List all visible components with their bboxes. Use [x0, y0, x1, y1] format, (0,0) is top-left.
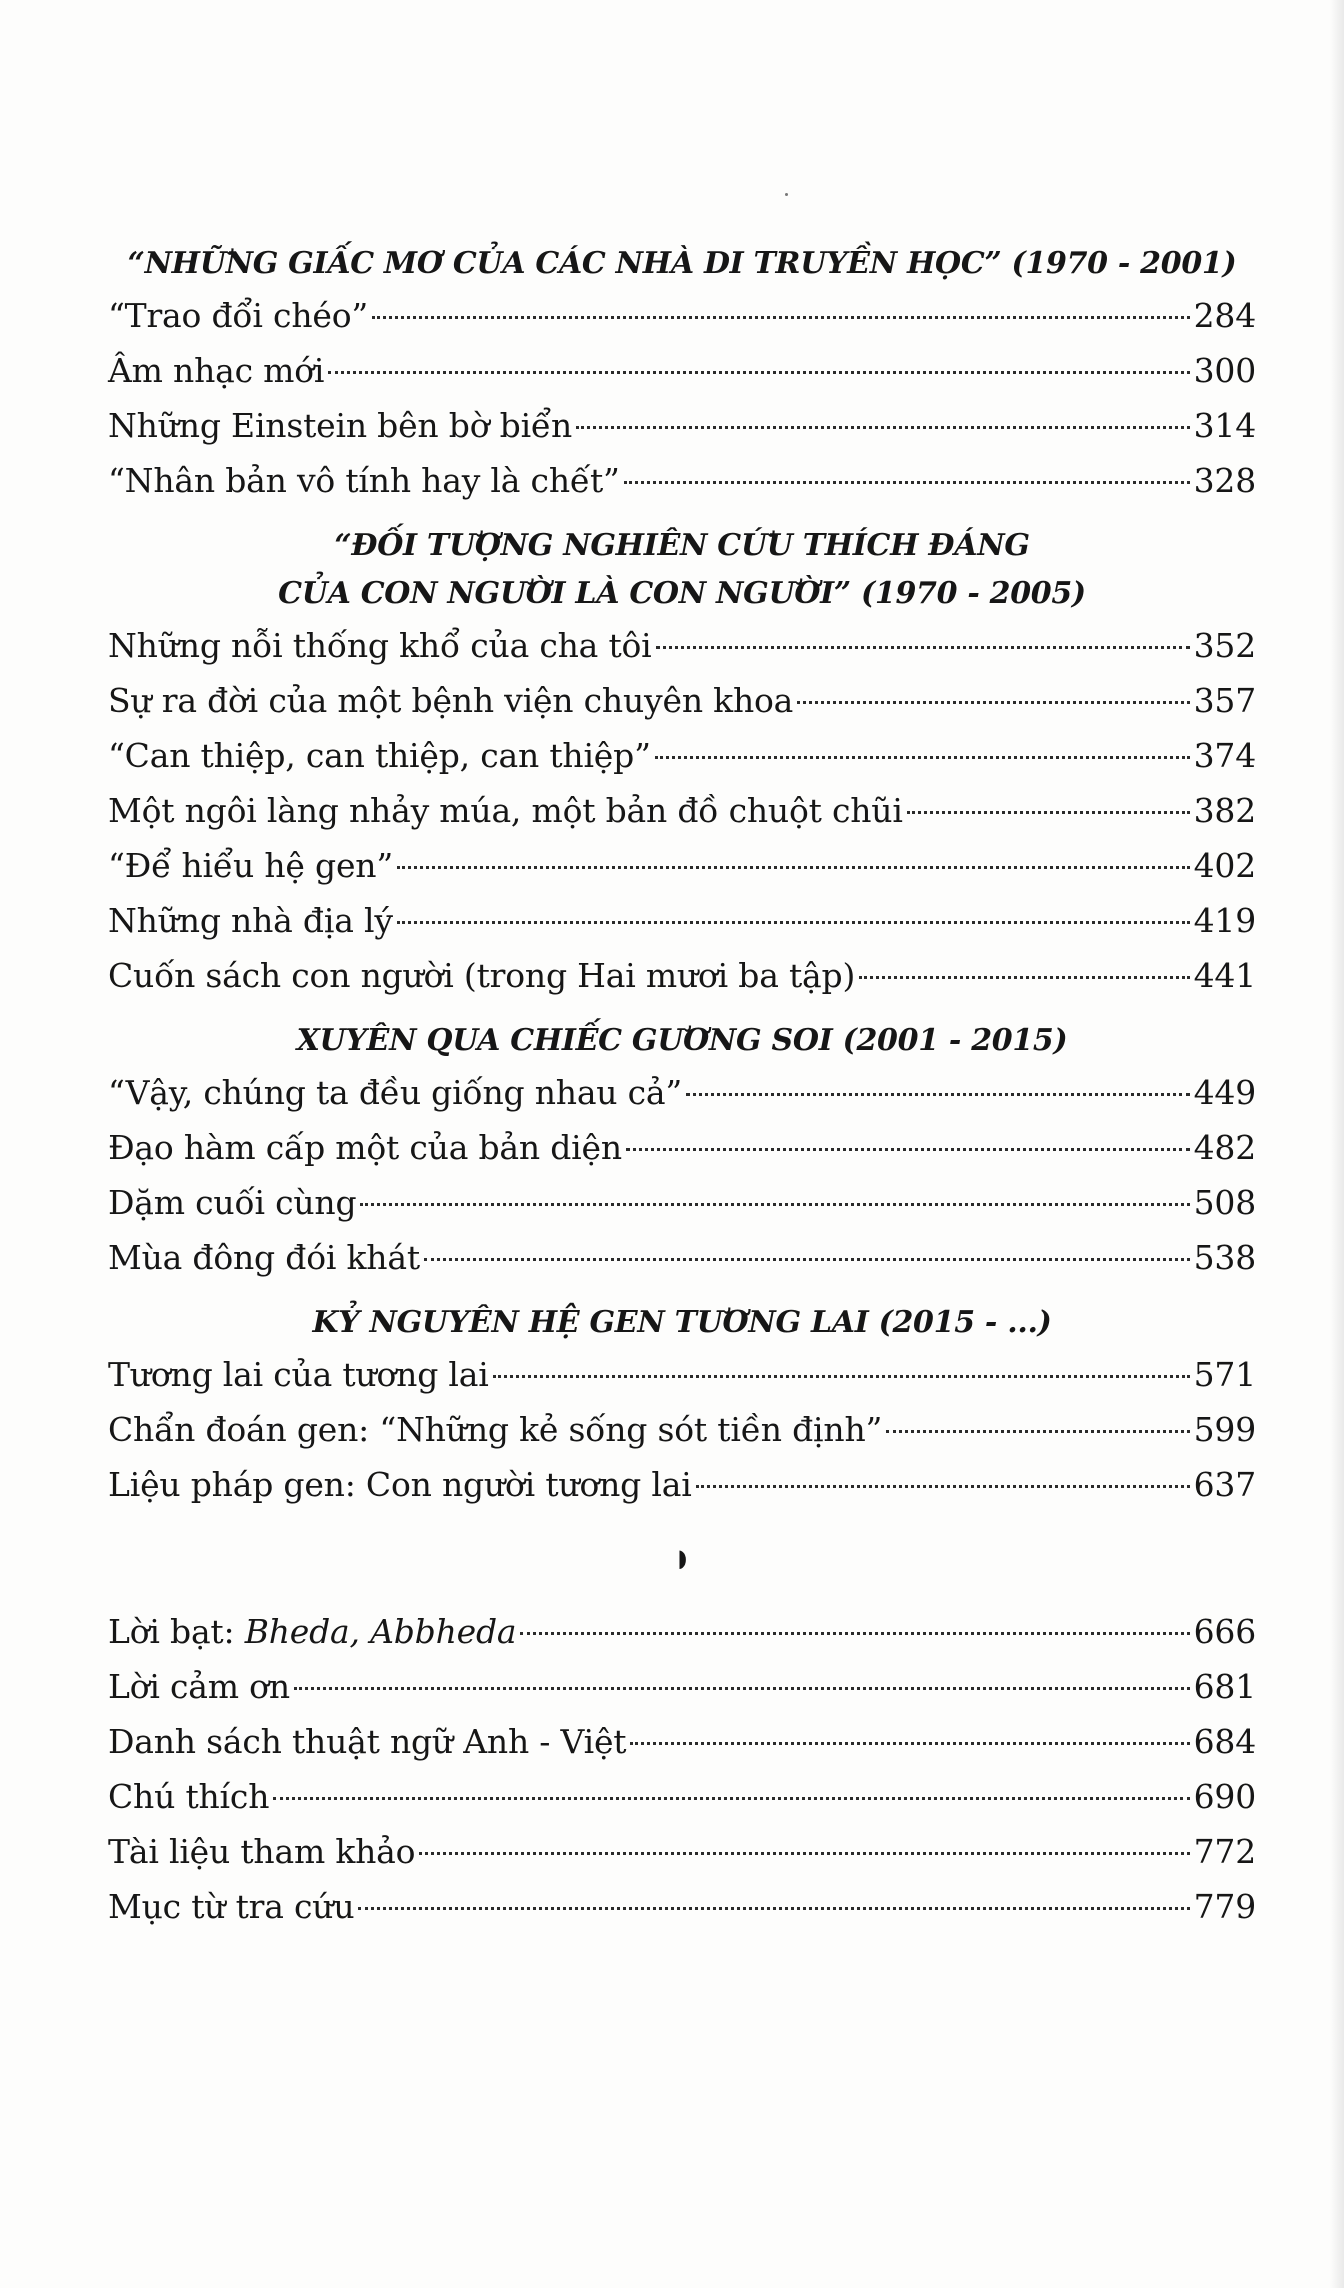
- entry-page: 637: [1193, 1465, 1256, 1504]
- toc-entry: [108, 288, 1256, 343]
- dot-leader: [424, 1258, 1190, 1261]
- ornament-glyph-icon: ◗: [677, 1544, 687, 1572]
- dot-leader: [419, 1852, 1189, 1855]
- entry-title: Đạo hàm cấp một của bản diện: [108, 1128, 622, 1167]
- entry-title: Sự ra đời của một bệnh viện chuyên khoa: [108, 681, 794, 720]
- entry-page: 690: [1193, 1777, 1256, 1816]
- entry-page: 538: [1193, 1238, 1256, 1277]
- ornament-divider: [108, 1512, 1256, 1604]
- dot-leader: [520, 1632, 1189, 1635]
- entry-page: 382: [1193, 791, 1256, 830]
- entry-title: Âm nhạc mới: [108, 351, 325, 390]
- entry-title: Danh sách thuật ngữ Anh - Việt: [108, 1722, 627, 1761]
- table-of-contents: [108, 240, 1256, 1934]
- toc-entry: [108, 783, 1256, 838]
- entry-page: 374: [1193, 736, 1256, 775]
- entry-title: “Để hiểu hệ gen”: [108, 846, 394, 885]
- entry-title: Lời cảm ơn: [108, 1667, 290, 1706]
- paper-speck: [785, 193, 788, 196]
- toc-entry: [108, 1769, 1256, 1824]
- toc-entry: [108, 728, 1256, 783]
- dot-leader: [630, 1742, 1189, 1745]
- entry-page: 328: [1193, 461, 1256, 500]
- entry-page: 684: [1193, 1722, 1256, 1761]
- entry-page: 352: [1193, 626, 1256, 665]
- entry-title: [108, 1604, 516, 1659]
- toc-entry: [108, 1347, 1256, 1402]
- entry-title: Tương lai của tương lai: [108, 1355, 489, 1394]
- entry-page: 772: [1193, 1832, 1256, 1871]
- dot-leader: [686, 1093, 1190, 1096]
- section-heading-line: KỶ NGUYÊN HỆ GEN TƯƠNG LAI (2015 - ...): [312, 1305, 1052, 1340]
- section-heading: [108, 522, 1256, 618]
- toc-entry: [108, 343, 1256, 398]
- toc-entry: [108, 1230, 1256, 1285]
- section-heading-line: XUYÊN QUA CHIẾC GƯƠNG SOI (2001 - 2015): [296, 1023, 1068, 1058]
- entry-page: 508: [1193, 1183, 1256, 1222]
- toc-entry: [108, 1604, 1256, 1659]
- dot-leader: [294, 1687, 1190, 1690]
- toc-entry: [108, 838, 1256, 893]
- toc-entry: [108, 1402, 1256, 1457]
- section-heading: [108, 240, 1256, 288]
- dot-leader: [358, 1907, 1189, 1910]
- entry-page: 441: [1193, 956, 1256, 995]
- toc-entry: [108, 453, 1256, 508]
- entry-title: Tài liệu tham khảo: [108, 1832, 416, 1871]
- entry-title: Dặm cuối cùng: [108, 1183, 357, 1222]
- dot-leader: [655, 756, 1190, 759]
- entry-page: 284: [1193, 296, 1256, 335]
- entry-page: 300: [1193, 351, 1256, 390]
- dot-leader: [886, 1430, 1189, 1433]
- dot-leader: [797, 701, 1189, 704]
- entry-title: Một ngôi làng nhảy múa, một bản đồ chuột chũi: [108, 791, 903, 830]
- section-heading-line: CỦA CON NGƯỜI LÀ CON NGƯỜI” (1970 - 2005): [278, 576, 1086, 611]
- dot-leader: [859, 976, 1189, 979]
- entry-title: “Nhân bản vô tính hay là chết”: [108, 461, 620, 500]
- toc-entry: [108, 1879, 1256, 1934]
- section-heading: [108, 1017, 1256, 1065]
- toc-entry: [108, 1457, 1256, 1512]
- toc-entry: [108, 948, 1256, 1003]
- toc-entry: [108, 1714, 1256, 1769]
- toc-entry: [108, 1120, 1256, 1175]
- toc-entry: [108, 673, 1256, 728]
- entry-page: 779: [1193, 1887, 1256, 1926]
- entry-page: 571: [1193, 1355, 1256, 1394]
- entry-title: Những Einstein bên bờ biển: [108, 406, 573, 445]
- section-heading: [108, 1299, 1256, 1347]
- entry-page: 402: [1193, 846, 1256, 885]
- entry-title: “Can thiệp, can thiệp, can thiệp”: [108, 736, 651, 775]
- dot-leader: [273, 1797, 1189, 1800]
- entry-title: “Trao đổi chéo”: [108, 296, 369, 335]
- entry-title: Mùa đông đói khát: [108, 1238, 420, 1277]
- dot-leader: [372, 316, 1190, 319]
- entry-page: 449: [1193, 1073, 1256, 1112]
- toc-entry: [108, 893, 1256, 948]
- entry-title-italic: Bheda, Abbheda: [244, 1612, 517, 1651]
- entry-title-prefix: Lời bạt:: [108, 1612, 245, 1651]
- entry-title: Chẩn đoán gen: “Những kẻ sống sót tiền định”: [108, 1410, 883, 1449]
- dot-leader: [360, 1203, 1189, 1206]
- dot-leader: [397, 921, 1190, 924]
- toc-entry: [108, 398, 1256, 453]
- entry-page: 681: [1193, 1667, 1256, 1706]
- toc-entry: [108, 618, 1256, 673]
- entry-title: “Vậy, chúng ta đều giống nhau cả”: [108, 1073, 683, 1112]
- section-heading-line: “ĐỐI TƯỢNG NGHIÊN CỨU THÍCH ĐÁNG: [334, 528, 1030, 563]
- toc-entry: [108, 1824, 1256, 1879]
- toc-entry: [108, 1659, 1256, 1714]
- dot-leader: [576, 426, 1190, 429]
- entry-title: Những nhà địa lý: [108, 901, 393, 940]
- entry-page: 419: [1193, 901, 1256, 940]
- dot-leader: [624, 481, 1190, 484]
- dot-leader: [907, 811, 1190, 814]
- entry-title: Chú thích: [108, 1777, 270, 1816]
- entry-title: Liệu pháp gen: Con người tương lai: [108, 1465, 692, 1504]
- entry-page: 357: [1193, 681, 1256, 720]
- section-heading-line: “NHỮNG GIẤC MƠ CỦA CÁC NHÀ DI TRUYỀN HỌC” (1970 - 2001): [127, 246, 1237, 281]
- dot-leader: [328, 371, 1189, 374]
- entry-page: 482: [1193, 1128, 1256, 1167]
- entry-page: 599: [1193, 1410, 1256, 1449]
- toc-entry: [108, 1175, 1256, 1230]
- dot-leader: [397, 866, 1190, 869]
- dot-leader: [696, 1485, 1190, 1488]
- entry-title: Cuốn sách con người (trong Hai mươi ba tập): [108, 956, 856, 995]
- entry-page: 666: [1193, 1612, 1256, 1651]
- dot-leader: [493, 1375, 1190, 1378]
- toc-entry: [108, 1065, 1256, 1120]
- entry-page: 314: [1193, 406, 1256, 445]
- entry-title: Những nỗi thống khổ của cha tôi: [108, 626, 652, 665]
- dot-leader: [656, 646, 1190, 649]
- dot-leader: [626, 1148, 1190, 1151]
- entry-title: Mục từ tra cứu: [108, 1887, 355, 1926]
- page-edge-shadow: [1330, 0, 1344, 2288]
